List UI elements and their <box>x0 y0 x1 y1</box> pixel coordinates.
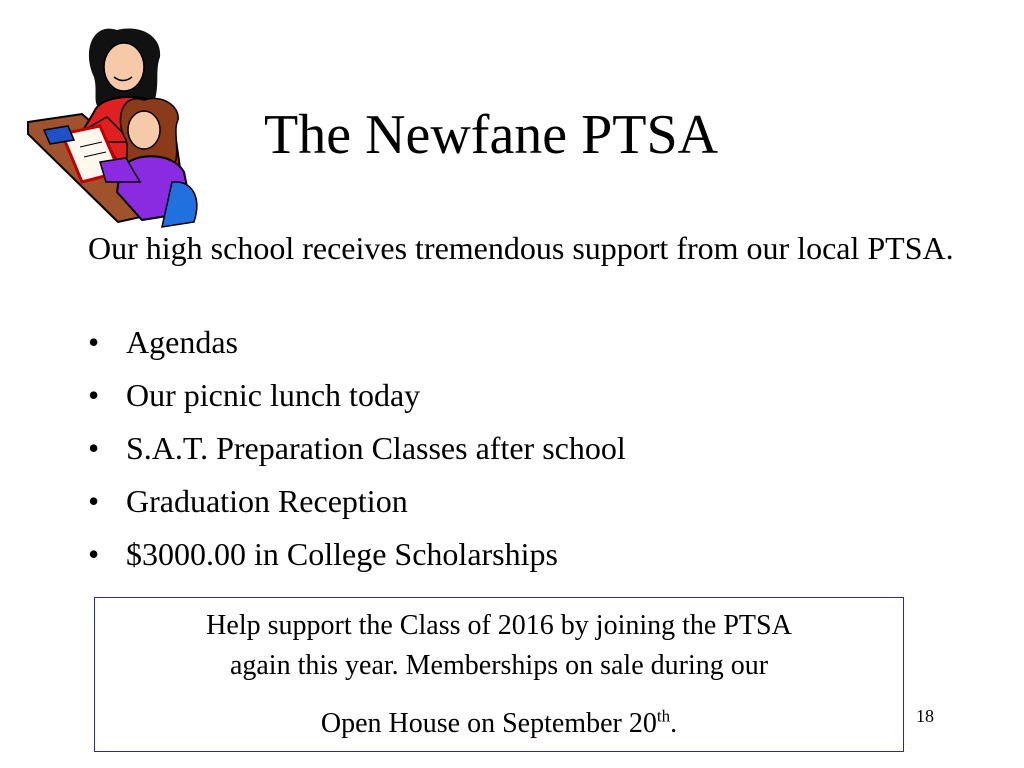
bullet-dot-icon: • <box>88 377 100 413</box>
membership-notice-box <box>94 597 904 752</box>
teacher-student-clipart-icon <box>22 22 202 232</box>
bullet-text: $3000.00 in College Scholarships <box>126 536 558 572</box>
notice-end-punctuation: . <box>670 708 678 739</box>
bullet-dot-icon: • <box>88 483 100 519</box>
bullet-item <box>88 534 918 574</box>
intro-paragraph: Our high school receives tremendous support from our local PTSA. <box>88 230 954 266</box>
bullet-dot-icon: • <box>88 536 100 572</box>
notice-line-2: again this year. Memberships on sale during our <box>229 650 769 681</box>
notice-line-3 <box>95 704 903 744</box>
slide-number: 18 <box>916 706 934 726</box>
bullet-list <box>88 322 918 587</box>
bullet-text: Agendas <box>126 324 238 360</box>
bullet-item <box>88 481 918 521</box>
bullet-text: Graduation Reception <box>126 483 408 519</box>
bullet-item <box>88 428 918 468</box>
bullet-item <box>88 375 918 415</box>
notice-date-suffix: th <box>656 706 671 726</box>
bullet-dot-icon: • <box>88 324 100 360</box>
notice-date-text: Open House on September 20 <box>320 708 657 739</box>
bullet-dot-icon: • <box>88 430 100 466</box>
bullet-text: S.A.T. Preparation Classes after school <box>126 430 626 466</box>
bullet-text: Our picnic lunch today <box>126 377 421 413</box>
slide-title: The Newfane PTSA <box>264 104 719 166</box>
bullet-item <box>88 322 918 362</box>
notice-line-1: Help support the Class of 2016 by joining the PTSA <box>206 610 792 641</box>
